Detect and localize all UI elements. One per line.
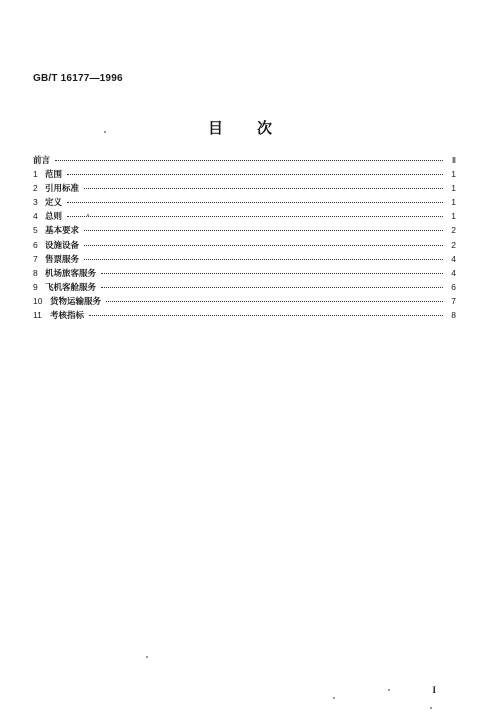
toc-entry-page: 1 (451, 211, 456, 222)
scan-speck (430, 707, 432, 709)
toc-entry-title: 前言 (33, 156, 51, 166)
toc-entry-number: 8 (33, 267, 38, 278)
toc-entry-title: 售票服务 (45, 254, 80, 265)
toc-leader-dots (84, 230, 443, 231)
toc-entry-number: 3 (33, 197, 38, 208)
toc-entry-number: 7 (33, 253, 38, 264)
toc-entry-number: 4 (33, 211, 38, 222)
toc-leader-dots (89, 315, 443, 316)
toc-entry-number: 9 (33, 281, 38, 292)
toc-entry-number: 10 (33, 295, 43, 306)
toc-entry-title: 机场旅客服务 (45, 268, 97, 279)
toc-leader-dots (67, 216, 443, 217)
toc-entry-title: 设施设备 (45, 240, 80, 251)
toc-entry-title: 总则 (45, 212, 63, 223)
toc-entry-page: Ⅱ (451, 155, 456, 165)
toc-leader-dots (101, 273, 443, 274)
toc-entry-title: 范围 (45, 170, 63, 181)
scan-speck (333, 697, 335, 699)
toc-entry-title: 基本要求 (45, 226, 80, 237)
toc-entry-title: 飞机客舱服务 (45, 282, 97, 293)
toc-entry-7[interactable] (33, 253, 456, 267)
toc-entry-foreword[interactable] (33, 154, 456, 168)
toc-entry-page: 7 (451, 295, 456, 306)
scan-speck (388, 689, 390, 691)
scan-speck (146, 656, 148, 658)
toc-leader-dots (67, 174, 443, 175)
toc-entry-2[interactable] (33, 182, 456, 196)
toc-entry-title: 引用标准 (45, 184, 80, 195)
toc-entry-title: 货物运输服务 (50, 296, 102, 307)
table-of-contents (33, 154, 456, 323)
toc-leader-dots (55, 160, 443, 161)
toc-leader-dots (67, 202, 443, 203)
toc-entry-8[interactable] (33, 267, 456, 281)
toc-entry-1[interactable] (33, 168, 456, 182)
toc-entry-title: 考核指标 (50, 311, 85, 322)
toc-entry-title: 定义 (45, 198, 63, 209)
toc-leader-dots (84, 259, 443, 260)
page-number: I (432, 685, 436, 695)
page-title: 目次 (207, 119, 306, 137)
toc-entry-6[interactable] (33, 239, 456, 253)
toc-entry-3[interactable] (33, 196, 456, 210)
toc-entry-11[interactable] (33, 309, 456, 323)
scan-speck (104, 131, 106, 133)
toc-entry-number: 1 (33, 169, 38, 180)
scan-speck (87, 214, 89, 216)
toc-entry-9[interactable] (33, 281, 456, 295)
toc-entry-page: 1 (451, 169, 456, 180)
toc-entry-number: 6 (33, 239, 38, 250)
toc-leader-dots (84, 188, 443, 189)
toc-entry-page: 4 (451, 253, 456, 264)
toc-entry-page: 4 (451, 267, 456, 278)
toc-entry-number: 11 (33, 310, 42, 321)
standard-code: GB/T 16177—1996 (33, 73, 123, 84)
toc-leader-dots (101, 287, 443, 288)
toc-entry-page: 6 (451, 281, 456, 292)
toc-entry-page: 1 (451, 197, 456, 208)
toc-entry-page: 8 (451, 310, 456, 321)
toc-entry-4[interactable] (33, 210, 456, 224)
toc-entry-page: 2 (451, 239, 456, 250)
toc-entry-number: 2 (33, 183, 38, 194)
toc-leader-dots (106, 301, 443, 302)
toc-entry-page: 1 (451, 183, 456, 194)
toc-leader-dots (84, 245, 443, 246)
toc-entry-10[interactable] (33, 295, 456, 309)
toc-entry-number: 5 (33, 225, 38, 236)
toc-entry-5[interactable] (33, 224, 456, 238)
toc-entry-page: 2 (451, 225, 456, 236)
